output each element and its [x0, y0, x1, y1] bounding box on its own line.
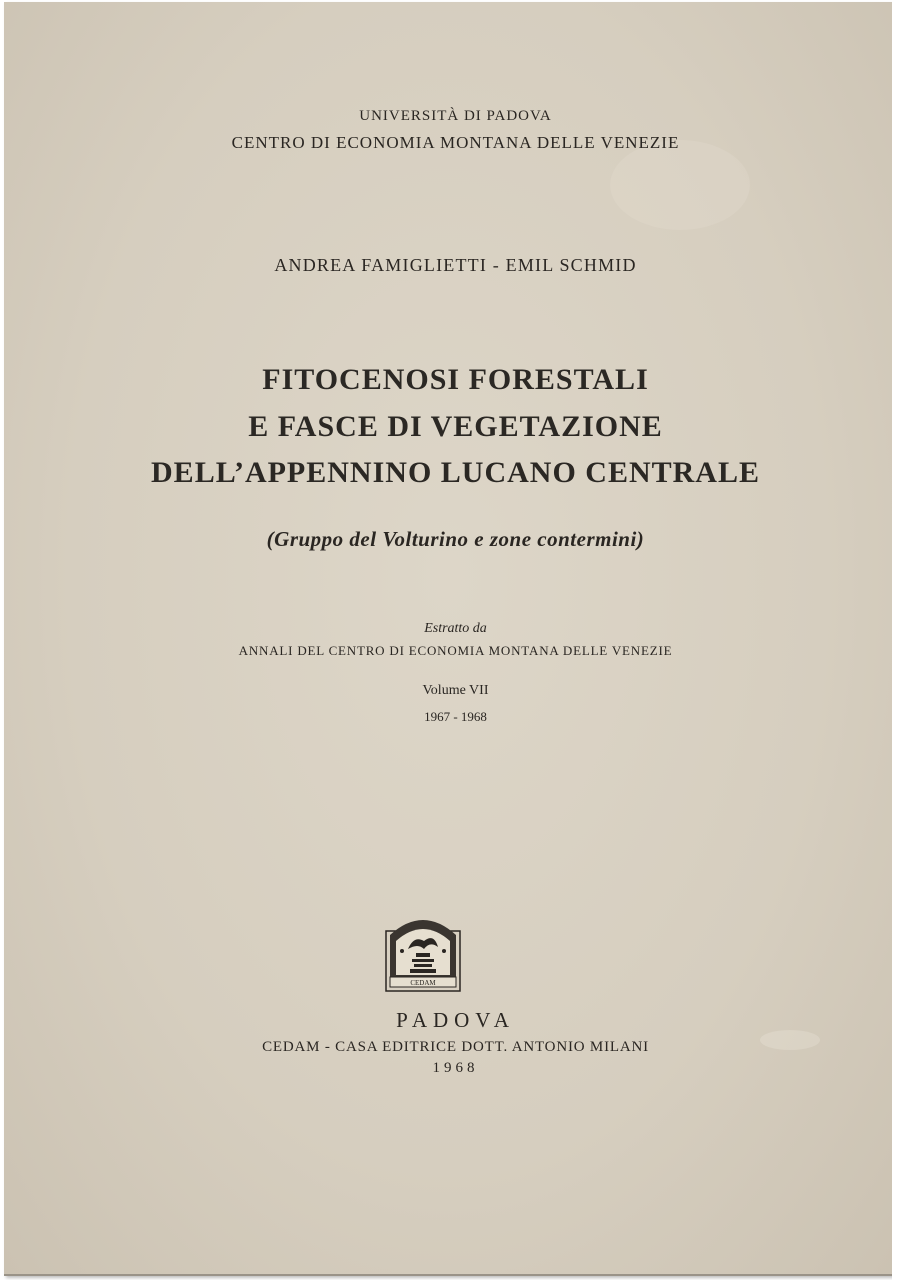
university-name: UNIVERSITÀ DI PADOVA: [359, 108, 552, 124]
journal-name: ANNALI DEL CENTRO DI ECONOMIA MONTANA DELLE VENEZIE: [238, 643, 673, 658]
subtitle: (Gruppo del Volturino e zone contermini): [266, 527, 645, 551]
title-line-3: DELL’APPENNINO LUCANO CENTRALE: [151, 456, 760, 489]
title-line-1: FITOCENOSI FORESTALI: [262, 363, 649, 396]
book-cover: [4, 2, 895, 1276]
logo-text: CEDAM: [410, 979, 436, 987]
centre-name: CENTRO DI ECONOMIA MONTANA DELLE VENEZIE: [231, 133, 680, 152]
page-edge: [892, 0, 911, 1280]
title-line-2: E FASCE DI VEGETAZIONE: [248, 410, 663, 443]
publisher-name: CEDAM - CASA EDITRICE DOTT. ANTONIO MILANI: [262, 1039, 649, 1055]
volume-label: Volume VII: [422, 683, 489, 698]
volume-years: 1967 - 1968: [424, 709, 487, 724]
authors: ANDREA FAMIGLIETTI - EMIL SCHMID: [274, 255, 637, 275]
extract-label: Estratto da: [424, 621, 487, 636]
publisher-logo-icon: [384, 911, 462, 993]
paper-stain: [610, 140, 750, 230]
publication-city: PADOVA: [396, 1008, 515, 1032]
publication-year: 1968: [432, 1060, 479, 1076]
